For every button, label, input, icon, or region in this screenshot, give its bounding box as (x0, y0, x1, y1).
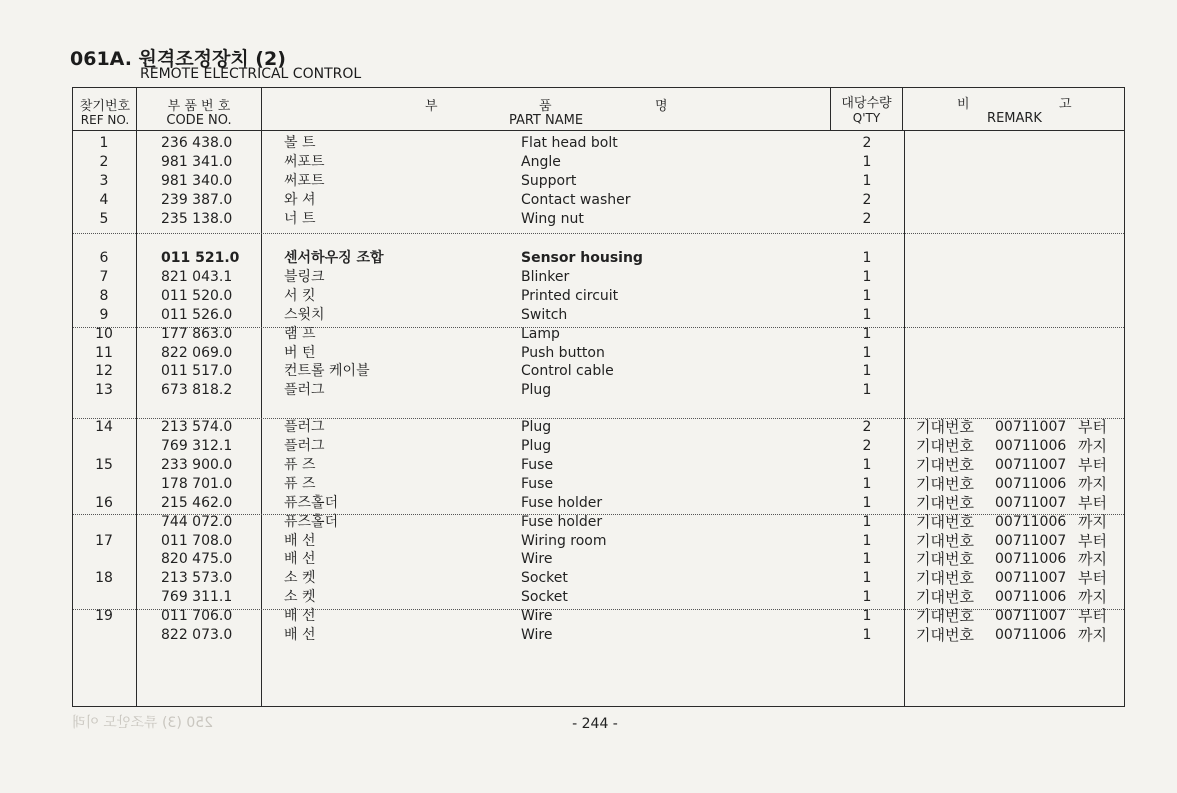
row-code: 239 387.0 (161, 192, 233, 208)
row-ko: 컨트롤 케이블 (284, 363, 370, 379)
row-ref: 12 (95, 363, 113, 379)
row-qty: 1 (862, 250, 872, 266)
row-ref: 16 (95, 495, 113, 511)
row-remark-suf: 까지 (1078, 626, 1107, 644)
row-remark-code: 00711007 (995, 608, 1067, 624)
group-separator (73, 233, 1124, 234)
row-ko: 볼 트 (284, 135, 316, 151)
row-en: Push button (521, 345, 605, 361)
show-through-text: 250 (3) 류조안도 이래 (72, 715, 214, 731)
row-ref: 3 (99, 173, 109, 189)
row-code: 011 706.0 (161, 608, 233, 624)
row-ref: 14 (95, 419, 113, 435)
row-en: Fuse holder (521, 514, 603, 530)
row-qty: 2 (862, 135, 872, 151)
row-qty: 1 (862, 608, 872, 624)
row-remark-label: 기대번호 (916, 550, 974, 568)
row-qty: 1 (862, 476, 872, 492)
row-ko: 소 켓 (284, 570, 316, 586)
row-en: Switch (521, 307, 568, 323)
row-qty: 1 (862, 154, 872, 170)
row-ref: 1 (99, 135, 109, 151)
row-code: 011 708.0 (161, 533, 233, 549)
row-en: Plug (521, 382, 552, 398)
row-remark-label: 기대번호 (916, 437, 974, 455)
row-ref: 13 (95, 382, 113, 398)
row-code: 011 520.0 (161, 288, 233, 304)
header-part-en: PART NAME (508, 113, 584, 128)
header-part-ko-3: 명 (655, 99, 668, 114)
row-qty: 2 (862, 438, 872, 454)
row-ko: 소 켓 (284, 589, 316, 605)
row-qty: 2 (862, 192, 872, 208)
row-ref: 15 (95, 457, 113, 473)
row-remark-suf: 까지 (1078, 550, 1107, 568)
row-qty: 1 (862, 457, 872, 473)
row-ko: 배 선 (284, 608, 316, 624)
row-ref: 7 (99, 269, 109, 285)
row-code: 981 340.0 (161, 173, 233, 189)
row-en: Wiring room (521, 533, 607, 549)
row-remark-label: 기대번호 (916, 456, 974, 474)
header-ref-en: REF NO. (80, 113, 130, 127)
row-code: 213 574.0 (161, 419, 233, 435)
row-en: Printed circuit (521, 288, 619, 304)
row-en: Fuse holder (521, 495, 603, 511)
row-ko: 너 트 (284, 211, 316, 227)
row-remark-label: 기대번호 (916, 494, 974, 512)
row-remark-label: 기대번호 (916, 569, 974, 587)
row-remark-suf: 까지 (1078, 437, 1107, 455)
row-remark-label: 기대번호 (916, 607, 974, 625)
row-code: 235 138.0 (161, 211, 233, 227)
row-ko: 써포트 (284, 173, 325, 189)
row-code: 820 475.0 (161, 551, 233, 567)
row-code: 822 069.0 (161, 345, 233, 361)
row-ko: 와 셔 (284, 192, 316, 208)
row-ko: 서 킷 (284, 288, 316, 304)
row-qty: 1 (862, 589, 872, 605)
row-ko: 써포트 (284, 154, 325, 170)
row-en: Socket (521, 589, 568, 605)
row-ko: 퓨즈홀더 (284, 495, 339, 511)
row-remark-suf: 까지 (1078, 588, 1107, 606)
row-code: 011 517.0 (161, 363, 233, 379)
row-code: 236 438.0 (161, 135, 233, 151)
header-code-en: CODE NO. (166, 113, 232, 128)
row-en: Wire (521, 627, 553, 643)
header-part-ko-2: 품 (539, 99, 552, 114)
row-remark-code: 00711007 (995, 419, 1067, 435)
header-remark-ko-1: 비 (957, 97, 970, 112)
row-remark-code: 00711007 (995, 457, 1067, 473)
header-divider (73, 130, 1124, 131)
row-remark-code: 00711006 (995, 476, 1067, 492)
header-remark-en: REMARK (987, 111, 1042, 126)
row-remark-code: 00711006 (995, 514, 1067, 530)
row-remark-suf: 까지 (1078, 513, 1107, 531)
row-qty: 1 (862, 345, 872, 361)
row-ko: 램 프 (284, 326, 316, 342)
row-qty: 1 (862, 326, 872, 342)
row-ko: 플러그 (284, 438, 325, 454)
row-ko: 스윗치 (284, 307, 325, 323)
row-remark-suf: 부터 (1078, 569, 1107, 587)
row-en: Contact washer (521, 192, 631, 208)
row-code: 215 462.0 (161, 495, 233, 511)
row-en: Support (521, 173, 577, 189)
row-remark-label: 기대번호 (916, 588, 974, 606)
row-ko: 블링크 (284, 269, 325, 285)
row-qty: 1 (862, 288, 872, 304)
header-remark-ko-2: 고 (1059, 97, 1072, 112)
row-remark-label: 기대번호 (916, 418, 974, 436)
row-remark-suf: 부터 (1078, 418, 1107, 436)
row-ref: 10 (95, 326, 113, 342)
row-qty: 1 (862, 514, 872, 530)
row-ko: 배 선 (284, 551, 316, 567)
row-ref: 9 (99, 307, 109, 323)
row-code: 233 900.0 (161, 457, 233, 473)
row-ko: 플러그 (284, 419, 325, 435)
row-qty: 1 (862, 269, 872, 285)
row-ko: 배 선 (284, 627, 316, 643)
row-ko: 퓨 즈 (284, 476, 316, 492)
row-qty: 1 (862, 307, 872, 323)
row-remark-code: 00711006 (995, 551, 1067, 567)
row-remark-code: 00711006 (995, 589, 1067, 605)
row-code: 821 043.1 (161, 269, 233, 285)
page-number: - 244 - (572, 716, 618, 732)
header-ref-ko: 찾기번호 (79, 99, 131, 114)
page-title: 061A. 원격조정장치 (2) (70, 48, 286, 70)
row-ko: 퓨즈홀더 (284, 514, 339, 530)
row-code: 822 073.0 (161, 627, 233, 643)
row-ref: 8 (99, 288, 109, 304)
row-ref: 6 (99, 250, 109, 266)
row-en: Wing nut (521, 211, 584, 227)
row-ko: 플러그 (284, 382, 325, 398)
row-remark-label: 기대번호 (916, 626, 974, 644)
row-en: Sensor housing (521, 250, 643, 266)
page-subtitle: REMOTE ELECTRICAL CONTROL (140, 66, 362, 82)
row-remark-label: 기대번호 (916, 532, 974, 550)
row-ko: 센서하우징 조합 (284, 250, 384, 266)
row-qty: 1 (862, 627, 872, 643)
row-en: Plug (521, 438, 552, 454)
header-qty-ko: 대당수량 (841, 96, 892, 111)
row-code: 178 701.0 (161, 476, 233, 492)
col-divider-qty-header (902, 88, 903, 130)
row-remark-suf: 까지 (1078, 475, 1107, 493)
header-qty-en: Q'TY (852, 111, 881, 125)
row-qty: 2 (862, 419, 872, 435)
row-en: Wire (521, 551, 553, 567)
row-qty: 1 (862, 382, 872, 398)
row-remark-label: 기대번호 (916, 475, 974, 493)
row-ref: 19 (95, 608, 113, 624)
col-divider-code (261, 88, 262, 707)
row-remark-label: 기대번호 (916, 513, 974, 531)
row-qty: 1 (862, 173, 872, 189)
row-remark-code: 00711007 (995, 495, 1067, 511)
col-divider-ref (136, 88, 137, 707)
row-en: Fuse (521, 476, 554, 492)
row-qty: 1 (862, 533, 872, 549)
row-ref: 2 (99, 154, 109, 170)
row-en: Control cable (521, 363, 614, 379)
row-ref: 17 (95, 533, 113, 549)
row-remark-code: 00711006 (995, 627, 1067, 643)
row-code: 769 312.1 (161, 438, 233, 454)
row-code: 744 072.0 (161, 514, 233, 530)
row-ref: 11 (95, 345, 113, 361)
row-remark-code: 00711006 (995, 438, 1067, 454)
row-en: Socket (521, 570, 568, 586)
row-remark-suf: 부터 (1078, 607, 1107, 625)
row-remark-code: 00711007 (995, 570, 1067, 586)
row-code: 011 526.0 (161, 307, 233, 323)
header-part-ko-1: 부 (425, 99, 438, 114)
row-ko: 버 턴 (284, 345, 316, 361)
row-ko: 퓨 즈 (284, 457, 316, 473)
row-ref: 4 (99, 192, 109, 208)
row-remark-suf: 부터 (1078, 456, 1107, 474)
row-ko: 배 선 (284, 533, 316, 549)
row-remark-code: 00711007 (995, 533, 1067, 549)
row-remark-suf: 부터 (1078, 532, 1107, 550)
row-remark-suf: 부터 (1078, 494, 1107, 512)
row-en: Flat head bolt (521, 135, 618, 151)
row-qty: 1 (862, 570, 872, 586)
row-qty: 1 (862, 551, 872, 567)
row-en: Plug (521, 419, 552, 435)
row-code: 177 863.0 (161, 326, 233, 342)
header-code-ko: 부 품 번 호 (167, 99, 231, 114)
row-code: 673 818.2 (161, 382, 233, 398)
row-en: Wire (521, 608, 553, 624)
row-en: Angle (521, 154, 561, 170)
row-qty: 1 (862, 495, 872, 511)
row-en: Blinker (521, 269, 570, 285)
row-en: Lamp (521, 326, 560, 342)
row-qty: 1 (862, 363, 872, 379)
row-qty: 2 (862, 211, 872, 227)
row-code: 213 573.0 (161, 570, 233, 586)
row-ref: 5 (99, 211, 109, 227)
row-code: 769 311.1 (161, 589, 233, 605)
row-en: Fuse (521, 457, 554, 473)
row-code: 981 341.0 (161, 154, 233, 170)
row-code: 011 521.0 (161, 250, 240, 266)
row-ref: 18 (95, 570, 113, 586)
